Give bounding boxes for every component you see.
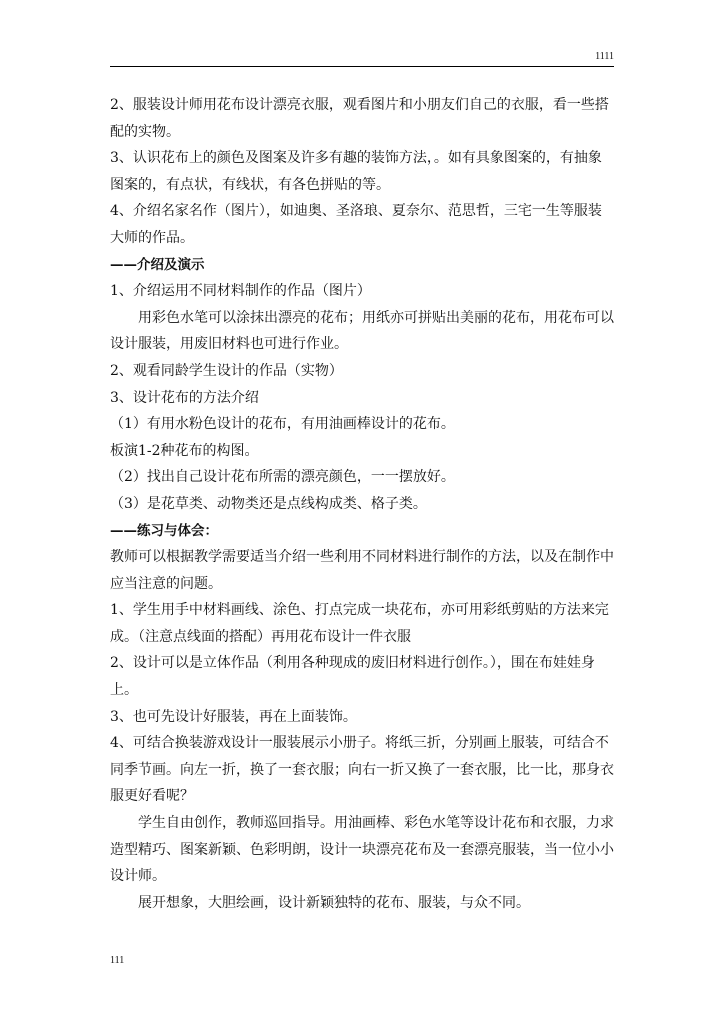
paragraph: 1、学生用手中材料画线、涂色、打点完成一块花布，亦可用彩纸剪贴的方法来完成。（注意点线面的搭配）再用花布设计一件衣服 bbox=[110, 602, 609, 645]
paragraph: 3、认识花布上的颜色及图案及许多有趣的装饰方法，。如有具象图案的，有抽象图案的，有点状，有线状，有各色拼贴的等。 bbox=[110, 150, 602, 193]
paragraph: 教师可以根据教学需要适当介绍一些利用不同材料进行制作的方法，以及在制作中应当注意的问题。 bbox=[110, 549, 614, 592]
header-page-mark: 1111 bbox=[595, 51, 614, 62]
paragraph: 用彩色水笔可以涂抹出漂亮的花布；用纸亦可拼贴出美丽的花布，用花布可以设计服装，用废旧材料也可进行作业。 bbox=[110, 309, 614, 353]
paragraph: 3、也可先设计好服装，再在上面装饰。 bbox=[110, 708, 357, 725]
paragraph: （1）有用水粉色设计的花布，有用油画棒设计的花布。 bbox=[110, 416, 455, 433]
paragraph: 展开想象，大胆绘画，设计新颖独特的花布、服装，与众不同。 bbox=[138, 894, 530, 911]
paragraph: 3、设计花布的方法介绍 bbox=[110, 389, 259, 406]
paragraph: 1、介绍运用不同材料制作的作品（图片） bbox=[110, 283, 371, 300]
paragraph: 2、服装设计师用花布设计漂亮衣服，观看图片和小朋友们自己的衣服，看一些搭配的实物。 bbox=[110, 97, 609, 140]
footer-page-number: 111 bbox=[110, 955, 125, 966]
paragraph: 板演1-2种花布的构图。 bbox=[110, 442, 259, 459]
paragraph: 2、观看同龄学生设计的作品（实物） bbox=[110, 362, 343, 379]
header-rule bbox=[110, 66, 614, 67]
document-body bbox=[110, 92, 614, 916]
paragraph: 4、可结合换装游戏设计一服装展示小册子。将纸三折，分别画上服装，可结合不同季节画。向左一折，换了一套衣服；向右一折又换了一套衣服，比一比，那身衣服更好看呢？ bbox=[110, 735, 614, 805]
paragraph: 学生自由创作，教师巡回指导。用油画棒、彩色水笔等设计花布和衣服，力求造型精巧、图案新颖、色彩明朗，设计一块漂亮花布及一套漂亮服装，当一位小小设计师。 bbox=[110, 815, 614, 885]
paragraph: （3）是花草类、动物类还是点线构成类、格子类。 bbox=[110, 495, 427, 512]
paragraph: 2、设计可以是立体作品（利用各种现成的废旧材料进行创作。），围在布娃娃身上。 bbox=[110, 655, 595, 699]
paragraph: 4、介绍名家名作（图片），如迪奥、圣洛琅、夏奈尔、范思哲，三宅一生等服装大师的作品。 bbox=[110, 203, 602, 246]
section-heading: ——练习与体会： bbox=[110, 522, 218, 539]
section-heading: ——介绍及演示 bbox=[110, 256, 205, 273]
paragraph: （2）找出自己设计花布所需的漂亮颜色，一一摆放好。 bbox=[110, 469, 455, 486]
